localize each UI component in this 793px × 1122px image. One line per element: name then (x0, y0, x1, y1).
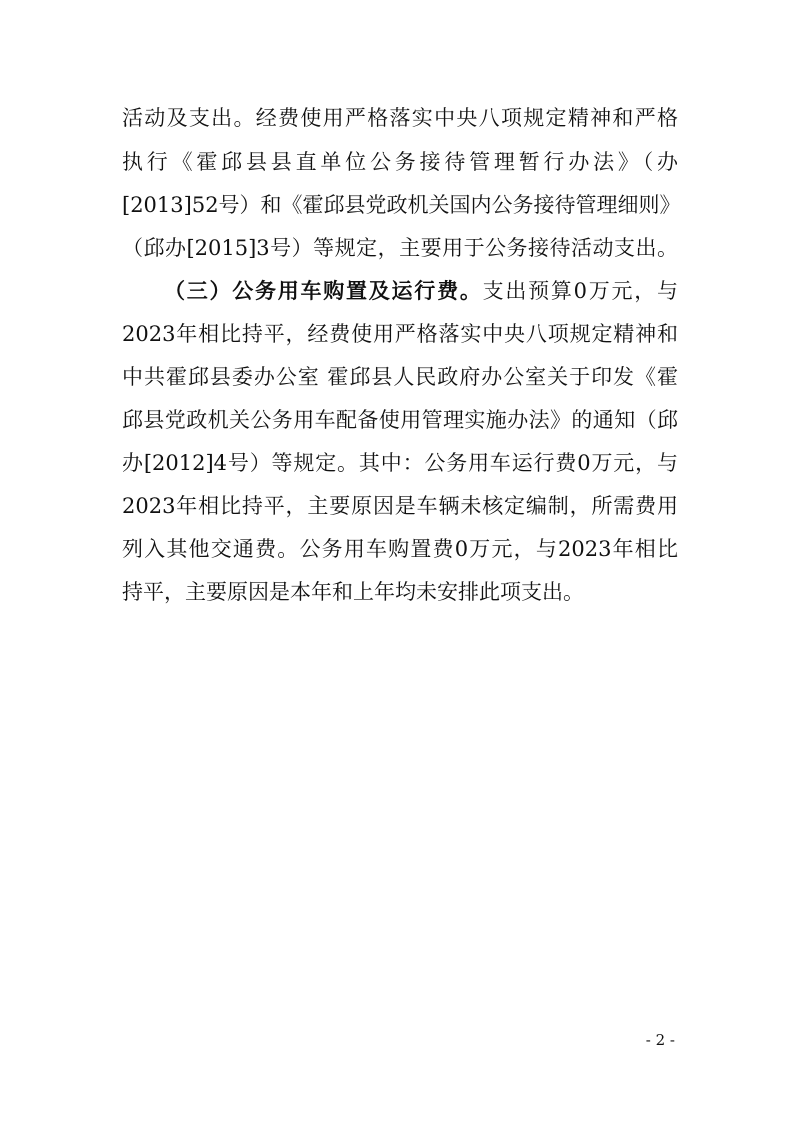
paragraph-1-line-3: [2013]52号）和《霍邱县党政机关国内公务接待管理细则》 (122, 193, 681, 217)
section-heading: （三）公务用车购置及运行费。 (164, 278, 483, 303)
paragraph-1-line-1: 活动及支出。经费使用严格落实中央八项规定精神和严格 (122, 106, 678, 130)
paragraph-2-line-2: 2023年相比持平，经费使用严格落实中央八项规定精神和 (122, 322, 678, 346)
paragraph-1-line-4: （邱办[2015]3号）等规定，主要用于公务接待活动支出。 (122, 236, 678, 260)
paragraph-1-line-2: 执行《霍邱县县直单位公务接待管理暂行办法》（办 (122, 150, 678, 174)
paragraph-2-line-5: 办[2012]4号）等规定。其中：公务用车运行费0万元，与 (122, 451, 678, 475)
paragraph-2-line-3: 中共霍邱县委办公室 霍邱县人民政府办公室关于印发《霍 (122, 365, 678, 389)
paragraph-2-line-1: 支出预算0万元，与 (482, 279, 678, 303)
paragraph-2-first-line (164, 275, 678, 307)
paragraph-2-line-6: 2023年相比持平，主要原因是车辆未核定编制，所需费用 (122, 494, 678, 518)
paragraph-2-line-4: 邱县党政机关公务用车配备使用管理实施办法》的通知（邱 (122, 408, 678, 432)
page-number: - 2 - (645, 1031, 675, 1049)
paragraph-2-line-7: 列入其他交通费。公务用车购置费0万元，与2023年相比 (122, 537, 678, 561)
paragraph-2-line-8: 持平，主要原因是本年和上年均未安排此项支出。 (122, 580, 584, 604)
